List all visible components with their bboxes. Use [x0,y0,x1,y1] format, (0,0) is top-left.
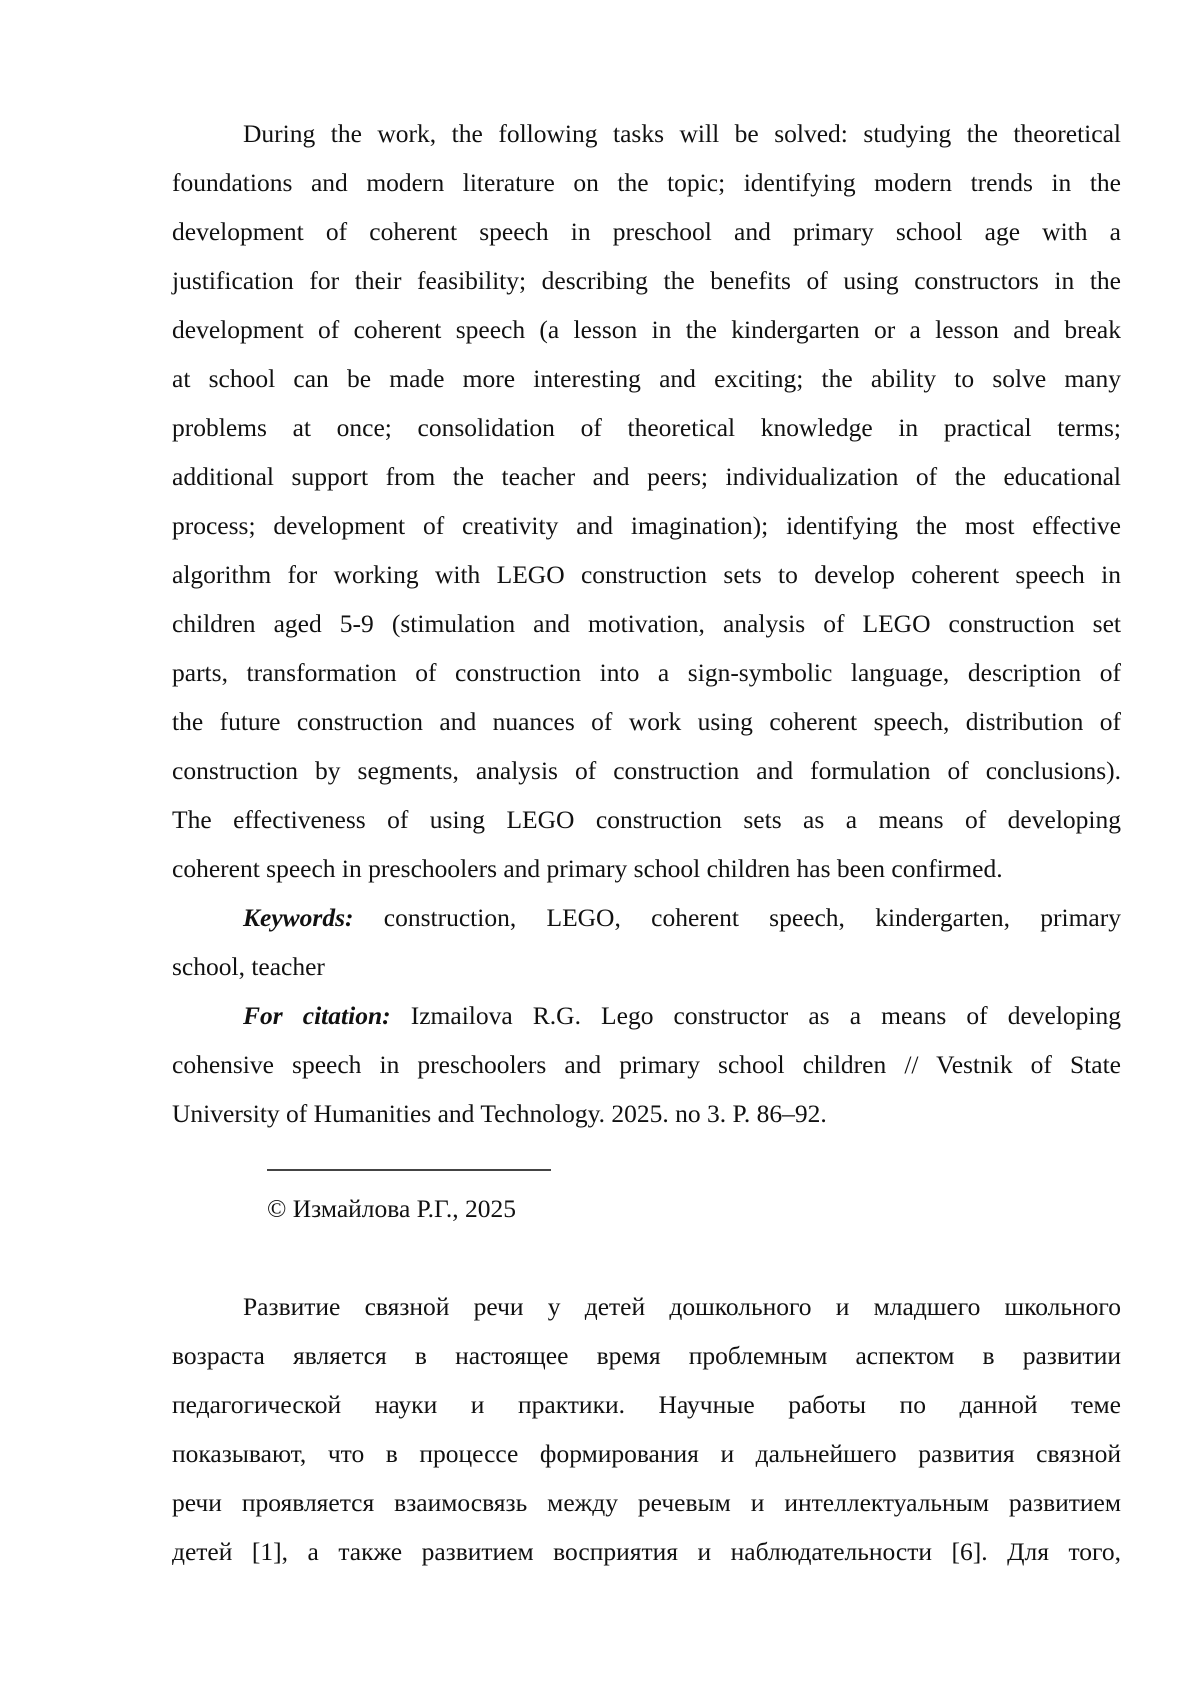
citation-line [172,991,1121,1040]
text-line: педагогической науки и практики. Научные работы по данной теме [172,1380,1121,1429]
russian-paragraph [172,1282,1121,1576]
text-line: возраста является в настоящее время проблемным аспектом в развитии [172,1331,1121,1380]
text-line: algorithm for working with LEGO construction sets to develop coherent speech in [172,550,1121,599]
keywords-text: construction, LEGO, coherent speech, kindergarten, primary [354,903,1122,932]
text-line: the future construction and nuances of work using coherent speech, distribution of [172,697,1121,746]
text-line: показывают, что в процессе формирования и дальнейшего развития связной [172,1429,1121,1478]
text-line: parts, transformation of construction into a sign-symbolic language, description of [172,648,1121,697]
text-line: development of coherent speech in preschool and primary school age with a [172,207,1121,256]
text-line: речи проявляется взаимосвязь между речевым и интеллектуальным развитием [172,1478,1121,1527]
citation-line: cohensive speech in preschoolers and primary school children // Vestnik of State [172,1040,1121,1089]
text-line: process; development of creativity and imagination); identifying the most effective [172,501,1121,550]
keywords-line: school, teacher [172,942,1121,991]
footnote-divider [267,1169,551,1171]
text-line: The effectiveness of using LEGO construction sets as a means of developing [172,795,1121,844]
abstract-paragraph [172,109,1121,1138]
text-line: детей [1], а также развитием восприятия и наблюдательности [6]. Для того, [172,1527,1121,1576]
citation-label: For citation: [243,1001,391,1030]
text-line: Развитие связной речи у детей дошкольного и младшего школьного [172,1282,1121,1331]
copyright-footnote: © Измайлова Р.Г., 2025 [267,1184,516,1233]
text-line: justification for their feasibility; describing the benefits of using constructors in the [172,256,1121,305]
keywords-label: Keywords: [243,903,354,932]
text-line: coherent speech in preschoolers and primary school children has been confirmed. [172,844,1121,893]
keywords-line [172,893,1121,942]
text-line: children aged 5-9 (stimulation and motivation, analysis of LEGO construction set [172,599,1121,648]
text-line: During the work, the following tasks will be solved: studying the theoretical [172,109,1121,158]
citation-line: University of Humanities and Technology. 2025. no 3. P. 86–92. [172,1089,1121,1138]
text-line: at school can be made more interesting and exciting; the ability to solve many [172,354,1121,403]
text-line: foundations and modern literature on the topic; identifying modern trends in the [172,158,1121,207]
text-line: development of coherent speech (a lesson in the kindergarten or a lesson and break [172,305,1121,354]
citation-text: Izmailova R.G. Lego constructor as a means of developing [391,1001,1121,1030]
text-line: additional support from the teacher and peers; individualization of the educational [172,452,1121,501]
text-line: construction by segments, analysis of construction and formulation of conclusions). [172,746,1121,795]
text-line: problems at once; consolidation of theoretical knowledge in practical terms; [172,403,1121,452]
